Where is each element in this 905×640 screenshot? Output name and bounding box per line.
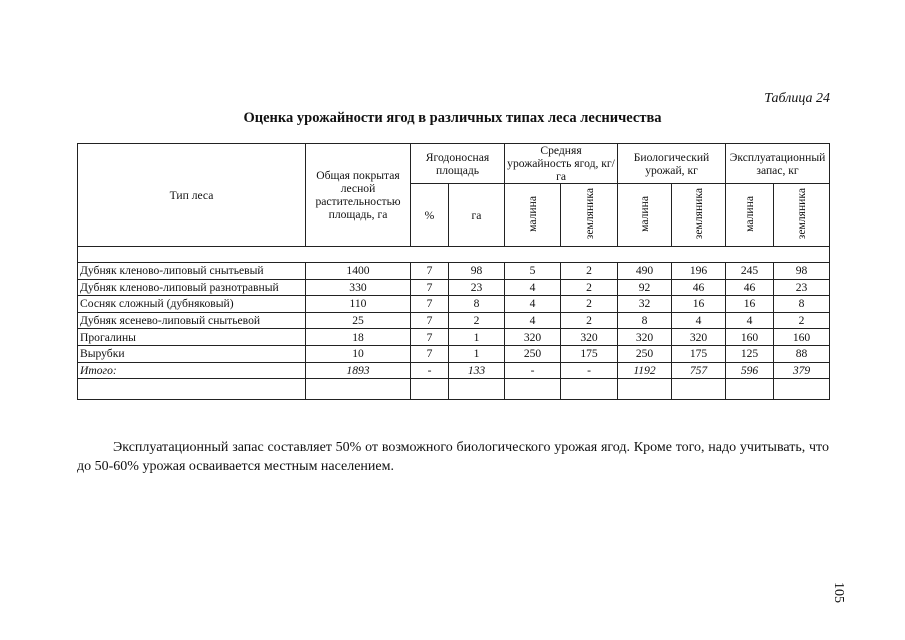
- table-row: [78, 329, 830, 346]
- table-cell: 1192: [618, 362, 672, 379]
- body-paragraph: Эксплуатационный запас составляет 50% от возможного биологического урожая ягод. Кроме того, надо учитывать, что до 50-60% урожая осваивается местным населением.: [77, 440, 829, 474]
- table-cell: [561, 379, 618, 400]
- blank-row: [78, 379, 830, 400]
- table-cell: 4: [726, 312, 774, 329]
- table-cell: 245: [726, 263, 774, 280]
- table-cell: 2: [561, 296, 618, 313]
- vertical-label: земляника: [692, 187, 706, 240]
- sub-header-ha: га: [449, 184, 505, 247]
- table-cell: 7: [411, 279, 449, 296]
- table-cell: 110: [306, 296, 411, 313]
- table-cell: [726, 379, 774, 400]
- table-cell: [505, 379, 561, 400]
- table-cell: -: [561, 362, 618, 379]
- table-cell: 320: [672, 329, 726, 346]
- table-cell: 2: [561, 263, 618, 280]
- table-cell: 757: [672, 362, 726, 379]
- table-cell: 2: [449, 312, 505, 329]
- table-cell: 250: [505, 345, 561, 362]
- table-cell: 16: [726, 296, 774, 313]
- table-cell: 175: [672, 345, 726, 362]
- table-cell: 250: [618, 345, 672, 362]
- sub-header-strawberry: [561, 184, 618, 247]
- table-cell: 4: [505, 312, 561, 329]
- table-label: Таблица 24: [764, 91, 830, 106]
- vertical-label: малина: [526, 195, 540, 232]
- sub-header-pct: %: [411, 184, 449, 247]
- table-cell: 490: [618, 263, 672, 280]
- table-cell: [78, 379, 306, 400]
- table-cell: 320: [561, 329, 618, 346]
- col-header-bio-yield: Биологический урожай, кг: [618, 144, 726, 184]
- table-cell: Дубняк кленово-липовый снытьевый: [78, 263, 306, 280]
- table-cell: 98: [774, 263, 830, 280]
- table-cell: -: [505, 362, 561, 379]
- sub-header-strawberry: [672, 184, 726, 247]
- table-cell: 25: [306, 312, 411, 329]
- table-cell: Дубняк кленово-липовый разнотравный: [78, 279, 306, 296]
- table-cell: [449, 379, 505, 400]
- table-cell: [774, 379, 830, 400]
- table-cell: 16: [672, 296, 726, 313]
- page-number: 105: [831, 582, 846, 603]
- table-cell: 10: [306, 345, 411, 362]
- table-cell: 88: [774, 345, 830, 362]
- table-cell: 23: [449, 279, 505, 296]
- table-cell: Итого:: [78, 362, 306, 379]
- table-cell: 1: [449, 345, 505, 362]
- table-cell: 330: [306, 279, 411, 296]
- table-cell: 92: [618, 279, 672, 296]
- table-cell: 125: [726, 345, 774, 362]
- table-cell: [306, 379, 411, 400]
- table-cell: 8: [618, 312, 672, 329]
- berry-yield-table: [77, 143, 830, 400]
- sub-header-strawberry: [774, 184, 830, 247]
- table-cell: [672, 379, 726, 400]
- table-row: [78, 296, 830, 313]
- table-cell: [618, 379, 672, 400]
- col-header-berry-area: Ягодоносная площадь: [411, 144, 505, 184]
- table-cell: 8: [449, 296, 505, 313]
- table-cell: Дубняк ясенево-липовый снытьевой: [78, 312, 306, 329]
- col-header-forest-type: Тип леса: [78, 144, 306, 247]
- table-cell: 23: [774, 279, 830, 296]
- table-cell: Прогалины: [78, 329, 306, 346]
- table-cell: 596: [726, 362, 774, 379]
- table-cell: 160: [726, 329, 774, 346]
- vertical-label: малина: [638, 195, 652, 232]
- col-header-avg-yield: Средняя урожайность ягод, кг/га: [505, 144, 618, 184]
- spacer-row: [78, 247, 830, 263]
- sub-header-raspberry: [726, 184, 774, 247]
- table-cell: 5: [505, 263, 561, 280]
- table-cell: 2: [561, 312, 618, 329]
- total-row: [78, 362, 830, 379]
- table-cell: 8: [774, 296, 830, 313]
- table-cell: 4: [672, 312, 726, 329]
- table-cell: 7: [411, 345, 449, 362]
- table-cell: 46: [726, 279, 774, 296]
- table-cell: 320: [618, 329, 672, 346]
- table-cell: 18: [306, 329, 411, 346]
- table-cell: 98: [449, 263, 505, 280]
- table-cell: 7: [411, 329, 449, 346]
- table-cell: 320: [505, 329, 561, 346]
- table-cell: 160: [774, 329, 830, 346]
- table-cell: 1: [449, 329, 505, 346]
- table-cell: 1893: [306, 362, 411, 379]
- table-cell: 4: [505, 279, 561, 296]
- table-title: Оценка урожайности ягод в различных типах леса лесничества: [243, 110, 662, 126]
- table-cell: 2: [774, 312, 830, 329]
- sub-header-raspberry: [505, 184, 561, 247]
- table-cell: 2: [561, 279, 618, 296]
- table-cell: [411, 379, 449, 400]
- table-cell: -: [411, 362, 449, 379]
- table-cell: 46: [672, 279, 726, 296]
- table-cell: 175: [561, 345, 618, 362]
- sub-header-raspberry: [618, 184, 672, 247]
- table-row: [78, 279, 830, 296]
- table-cell: 4: [505, 296, 561, 313]
- table-cell: 133: [449, 362, 505, 379]
- table-cell: 32: [618, 296, 672, 313]
- table-cell: 196: [672, 263, 726, 280]
- table-cell: 1400: [306, 263, 411, 280]
- vertical-label: малина: [743, 195, 757, 232]
- table-row: [78, 263, 830, 280]
- col-header-total-area: Общая покрытая лесной растительностью площадь, га: [306, 144, 411, 247]
- table-row: [78, 345, 830, 362]
- col-header-exploit-stock: Эксплуатационный запас, кг: [726, 144, 830, 184]
- table-cell: Сосняк сложный (дубняковый): [78, 296, 306, 313]
- table-row: [78, 312, 830, 329]
- vertical-label: земляника: [795, 187, 809, 240]
- table-cell: 7: [411, 263, 449, 280]
- table-cell: 7: [411, 312, 449, 329]
- vertical-label: земляника: [582, 187, 596, 240]
- table-cell: Вырубки: [78, 345, 306, 362]
- table-cell: 7: [411, 296, 449, 313]
- table-cell: 379: [774, 362, 830, 379]
- spacer-cell: [78, 247, 830, 263]
